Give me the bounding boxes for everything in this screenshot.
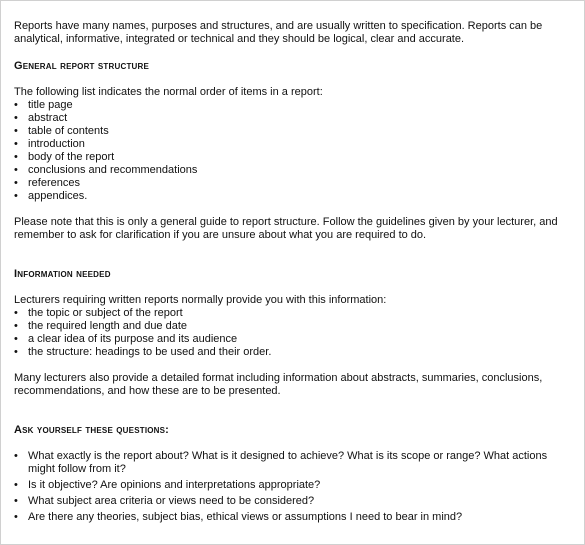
document-content <box>14 20 574 527</box>
list-item: • conclusions and recommendations <box>14 164 198 176</box>
information-note: Many lecturers also provide a detailed format including information about abstracts, summaries, conclusions, recommendations, and how these are to be presented. <box>14 372 543 397</box>
bullet-icon: • <box>14 479 18 491</box>
list-item: • body of the report <box>14 151 115 163</box>
list-item: • references <box>14 177 80 189</box>
bullet-icon: • <box>14 138 18 150</box>
bullet-icon: • <box>14 112 18 124</box>
list-item: • Are there any theories, subject bias, ethical views or assumptions I need to bear in mind? <box>14 511 463 523</box>
bullet-icon: • <box>14 99 18 111</box>
bullet-icon: • <box>14 333 18 345</box>
bullet-icon: • <box>14 125 18 137</box>
bullet-icon: • <box>14 190 18 202</box>
bullet-icon: • <box>14 346 18 358</box>
structure-lead: The following list indicates the normal order of items in a report: <box>14 86 323 98</box>
bullet-icon: • <box>14 307 18 319</box>
list-item: • title page <box>14 99 73 111</box>
bullet-icon: • <box>14 495 18 507</box>
bullet-icon: • <box>14 511 18 523</box>
information-heading: Information needed <box>14 268 111 280</box>
bullet-icon: • <box>14 164 18 176</box>
structure-note: Please note that this is only a general guide to report structure. Follow the guidelines given by your lecturer, and remember to ask for clarification if you are unsure about what you are required to do. <box>14 216 558 241</box>
list-item: • the topic or subject of the report <box>14 307 183 319</box>
list-item: • appendices. <box>14 190 88 202</box>
list-item: • What subject area criteria or views need to be considered? <box>14 495 315 507</box>
list-item: • a clear idea of its purpose and its audience <box>14 333 238 345</box>
bullet-icon: • <box>14 450 18 462</box>
information-list <box>14 307 574 359</box>
list-item: • abstract <box>14 112 68 124</box>
list-item: • table of contents <box>14 125 109 137</box>
information-lead: Lecturers requiring written reports normally provide you with this information: <box>14 294 387 306</box>
questions-list <box>14 450 574 524</box>
questions-heading: Ask yourself these questions: <box>14 424 170 436</box>
intro-paragraph: Reports have many names, purposes and structures, and are usually written to specification. Reports can be analytical, informative, integrated or technical and they should be logical, clear and accurate. <box>14 20 543 45</box>
structure-list <box>14 99 574 203</box>
structure-heading: General report structure <box>14 60 150 72</box>
list-item: • the required length and due date <box>14 320 188 332</box>
list-item: • the structure: headings to be used and their order. <box>14 346 272 358</box>
list-item: • introduction <box>14 138 85 150</box>
bullet-icon: • <box>14 320 18 332</box>
bullet-icon: • <box>14 177 18 189</box>
bullet-icon: • <box>14 151 18 163</box>
list-item: • What exactly is the report about? What is it designed to achieve? What is its scope or range? What actions might follow from it? <box>14 450 548 475</box>
list-item: • Is it objective? Are opinions and interpretations appropriate? <box>14 479 321 491</box>
